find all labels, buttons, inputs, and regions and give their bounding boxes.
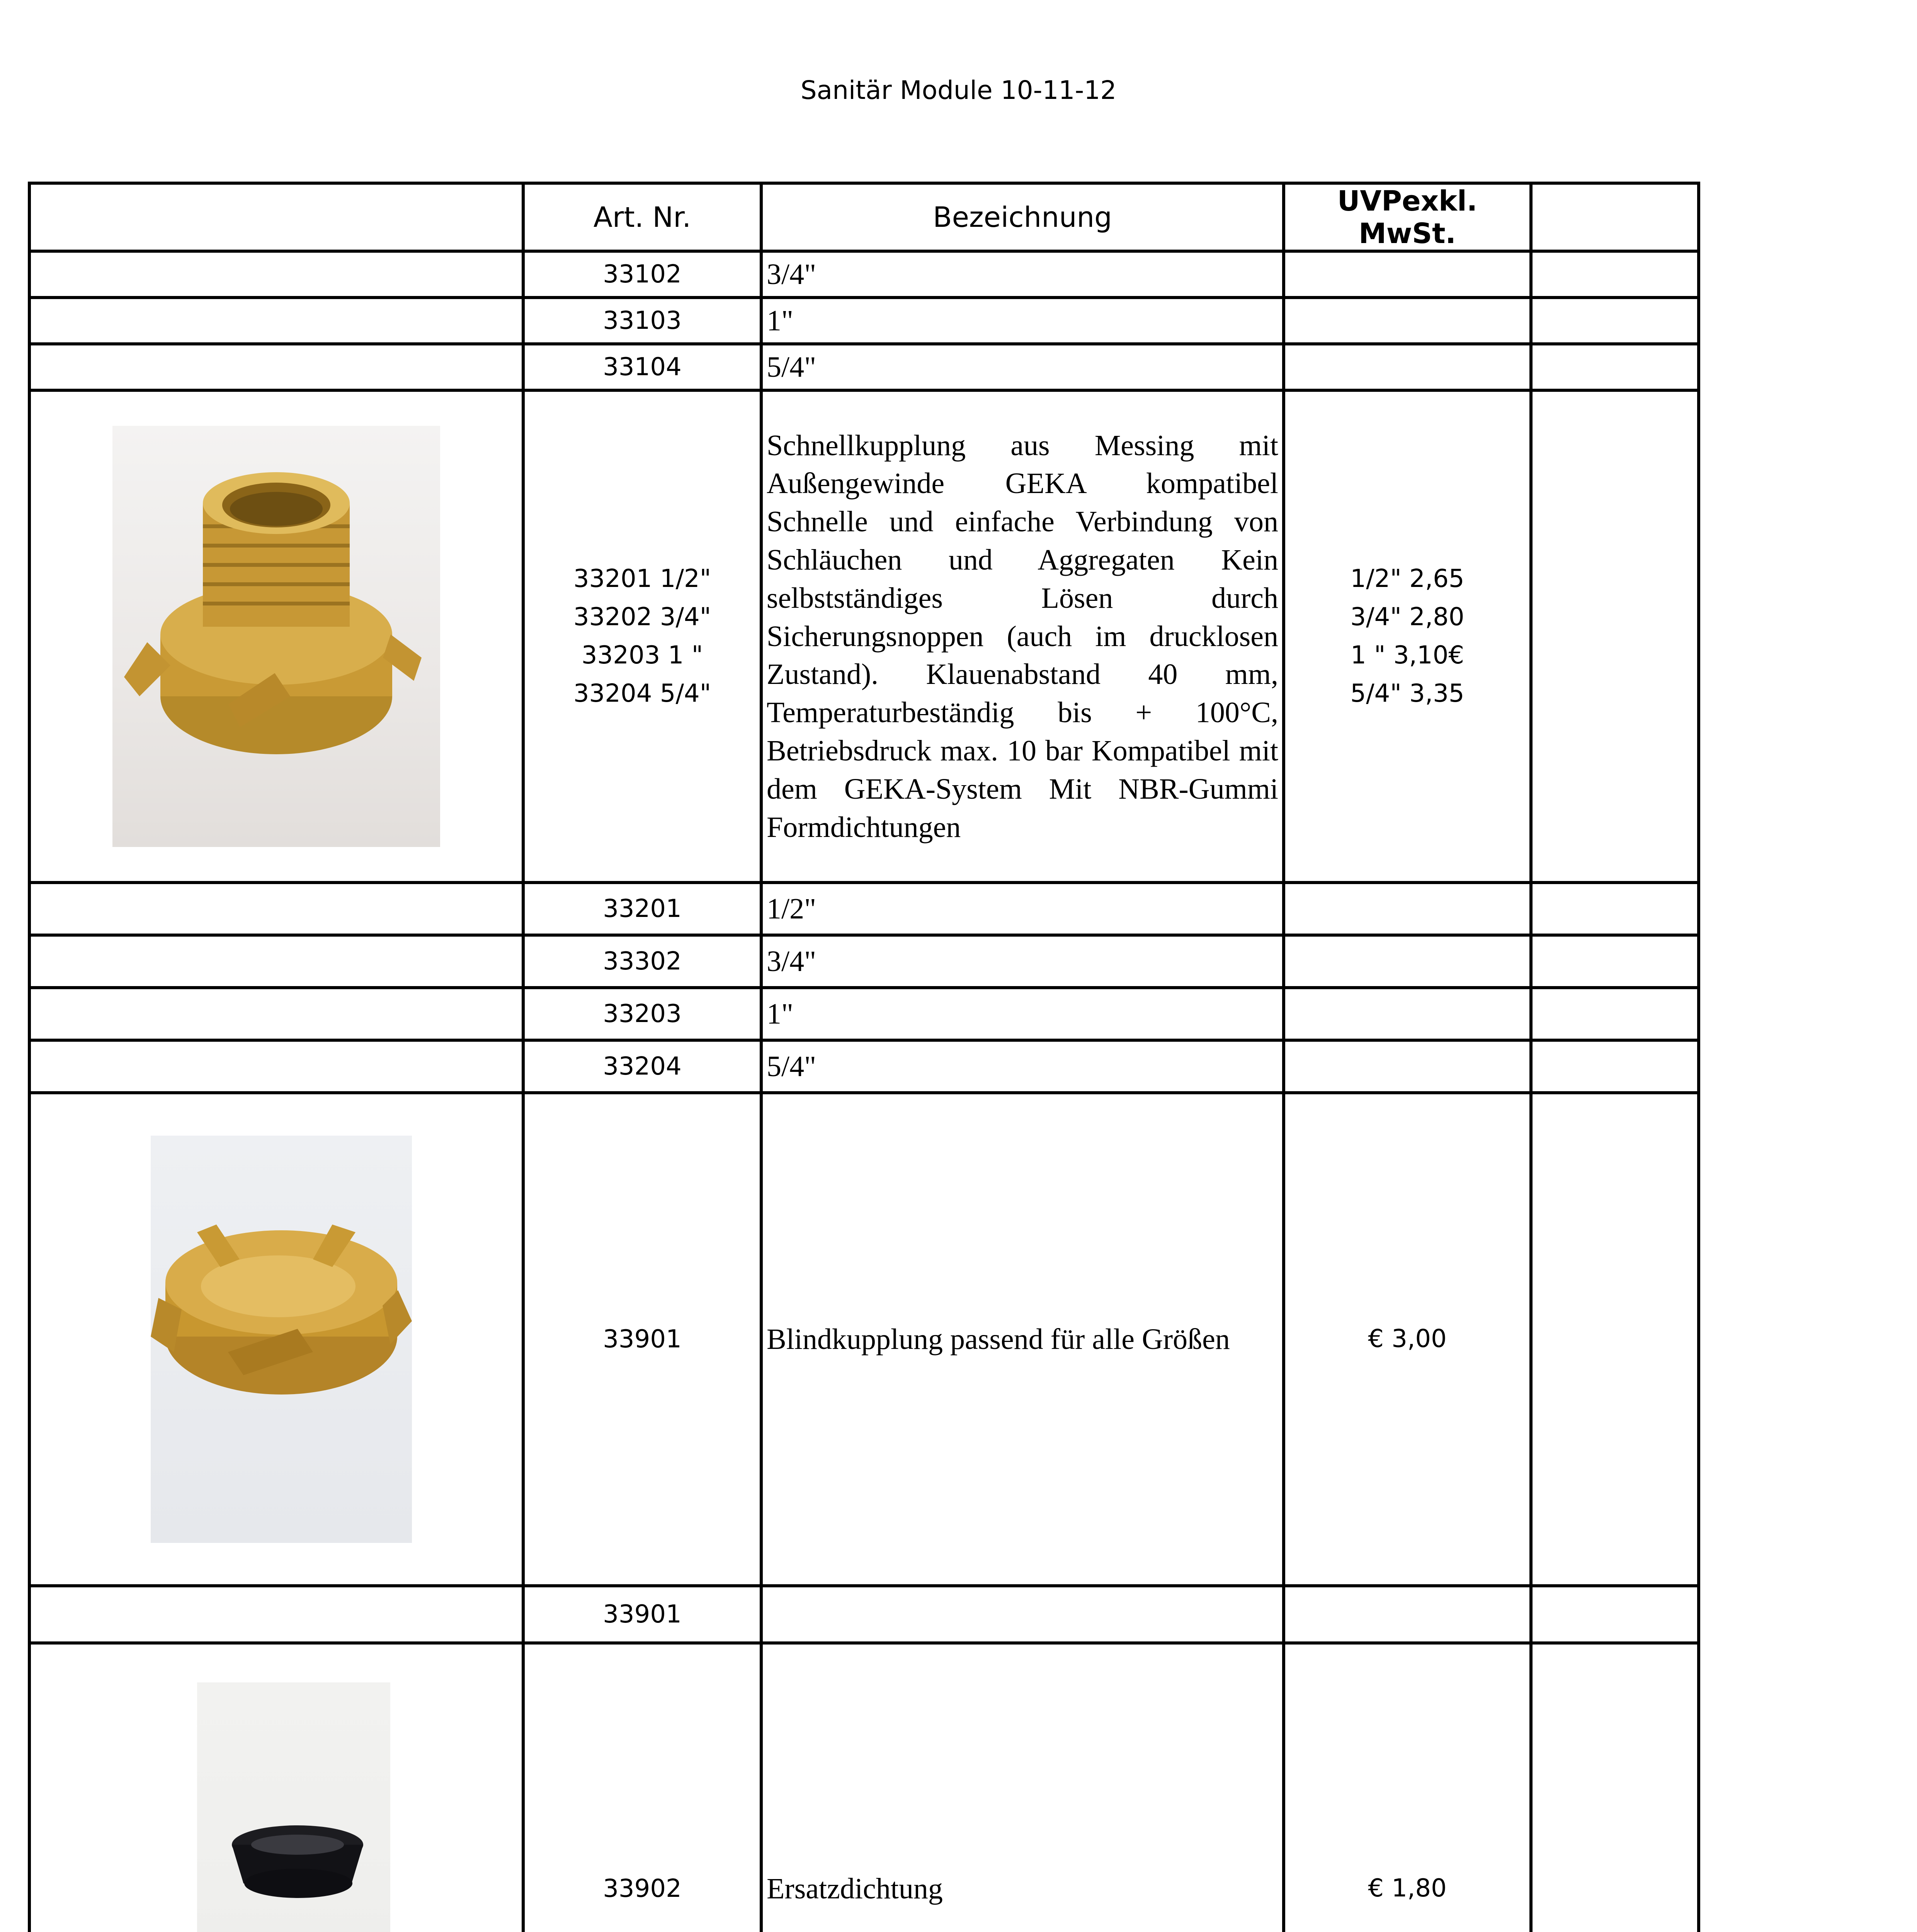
- table-row: [29, 988, 1699, 1040]
- table-row: [29, 1586, 1699, 1643]
- product-table: [28, 182, 1700, 1932]
- description: 3/4": [761, 935, 1284, 988]
- header-extra-cell: [1531, 183, 1699, 251]
- art-number: 33103: [523, 298, 761, 344]
- brass-blind-coupling-image: [151, 1136, 412, 1543]
- header-bezeichnung: Bezeichnung: [761, 183, 1284, 251]
- art-number-list: 33201 1/2" 33202 3/4" 33203 1 " 33204 5/4": [523, 390, 761, 883]
- art-number: 33901: [523, 1586, 761, 1643]
- table-row: [29, 298, 1699, 344]
- table-row: [29, 344, 1699, 390]
- blind-coupling-illustration: [151, 1136, 412, 1543]
- product-image-cell: [29, 1643, 523, 1932]
- brass-quick-coupling-image: [112, 426, 440, 847]
- product-description: Schnellkupplung aus Messing mit Außengewinde GEKA kompatibel Schnelle und einfache Verbindung von Schläuchen und Aggregaten Kein selbstständiges Lösen durch Sicherungsnoppen (auch im drucklosen Zustand). Klauenabstand 40 mm, Temperaturbeständig bis + 100°C, Betriebsdruck max. 10 bar Kompatibel mit dem GEKA-System Mit NBR-Gummi Formdichtungen: [761, 390, 1284, 883]
- art-number: 33104: [523, 344, 761, 390]
- header-image-cell: [29, 183, 523, 251]
- art-number: 33902: [523, 1643, 761, 1932]
- product-row-coupling: [29, 390, 1699, 883]
- table-row: [29, 883, 1699, 935]
- table-row: [29, 935, 1699, 988]
- price-list: 1/2" 2,65 3/4" 2,80 1 " 3,10€ 5/4" 3,35: [1284, 390, 1531, 883]
- art-number: 33201: [523, 883, 761, 935]
- description: 3/4": [761, 251, 1284, 298]
- product-image-cell: [29, 1093, 523, 1586]
- table-row: [29, 251, 1699, 298]
- page-header-title: Sanitär Module 10-11-12: [800, 75, 1117, 105]
- product-description: Ersatzdichtung: [761, 1643, 1284, 1932]
- description: 5/4": [761, 344, 1284, 390]
- product-image-cell: [29, 390, 523, 883]
- table-row: [29, 1040, 1699, 1093]
- gasket-illustration: [197, 1682, 390, 1932]
- art-number: 33901: [523, 1093, 761, 1586]
- black-rubber-gasket-image: [197, 1682, 390, 1932]
- description: 5/4": [761, 1040, 1284, 1093]
- product-row-blind: [29, 1093, 1699, 1586]
- art-number: 33102: [523, 251, 761, 298]
- price: € 3,00: [1284, 1093, 1531, 1586]
- art-number: 33204: [523, 1040, 761, 1093]
- product-description: Blindkupplung passend für alle Größen: [761, 1093, 1284, 1586]
- art-number: 33302: [523, 935, 761, 988]
- description: 1": [761, 988, 1284, 1040]
- description: 1/2": [761, 883, 1284, 935]
- art-number: 33203: [523, 988, 761, 1040]
- description: 1": [761, 298, 1284, 344]
- header-art-nr: Art. Nr.: [523, 183, 761, 251]
- coupling-illustration: [112, 426, 440, 847]
- price: € 1,80: [1284, 1643, 1531, 1932]
- table-header-row: [29, 183, 1699, 251]
- header-uvp: UVPexkl. MwSt.: [1284, 183, 1531, 251]
- product-row-gasket: [29, 1643, 1699, 1932]
